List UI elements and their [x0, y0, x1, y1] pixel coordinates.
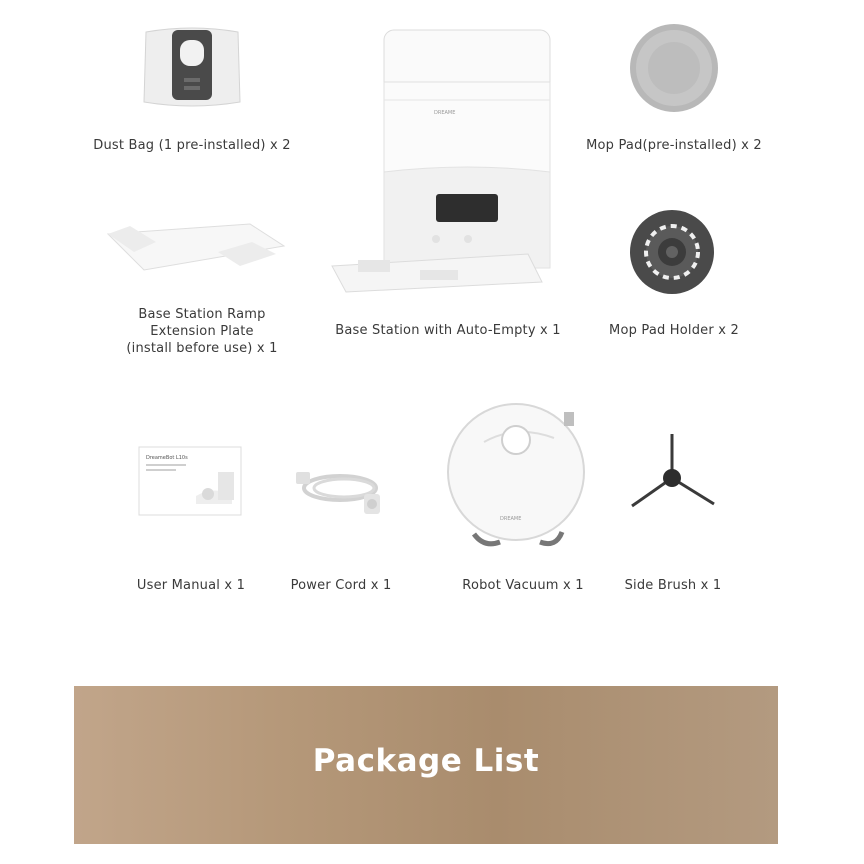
power-cord-label: Power Cord x 1 — [290, 578, 392, 593]
user-manual-label: User Manual x 1 — [136, 578, 246, 593]
banner-title: Package List — [312, 743, 540, 779]
user-manual-cover-title: DreameBot L10s — [146, 455, 188, 461]
base-station-brand: DREAME — [434, 110, 456, 116]
power-cord-icon — [294, 458, 394, 520]
robot-vacuum-brand: DREAME — [500, 516, 522, 522]
ramp-plate-label — [84, 306, 320, 357]
side-brush-label: Side Brush x 1 — [624, 578, 722, 593]
mop-pad-icon — [628, 22, 720, 114]
mop-pad-label: Mop Pad(pre-installed) x 2 — [586, 138, 762, 153]
mop-pad-holder-label: Mop Pad Holder x 2 — [609, 323, 739, 338]
robot-vacuum-label: Robot Vacuum x 1 — [462, 578, 584, 593]
base-station-label: Base Station with Auto-Empty x 1 — [335, 323, 561, 338]
dust-bag-label: Dust Bag (1 pre-installed) x 2 — [93, 138, 291, 153]
mop-pad-holder-icon — [628, 208, 716, 296]
ramp-plate-label-line-2: Extension Plate — [150, 324, 254, 339]
base-station-icon — [328, 22, 554, 298]
ramp-plate-label-line-1: Base Station Ramp — [138, 307, 266, 322]
ramp-plate-label-line-3: (install before use) x 1 — [126, 341, 278, 356]
side-brush-icon — [626, 430, 718, 514]
ramp-plate-icon — [100, 212, 286, 274]
dust-bag-icon — [140, 24, 244, 110]
robot-vacuum-icon — [444, 400, 590, 550]
package-list-banner — [74, 686, 778, 844]
user-manual-icon — [138, 446, 242, 516]
